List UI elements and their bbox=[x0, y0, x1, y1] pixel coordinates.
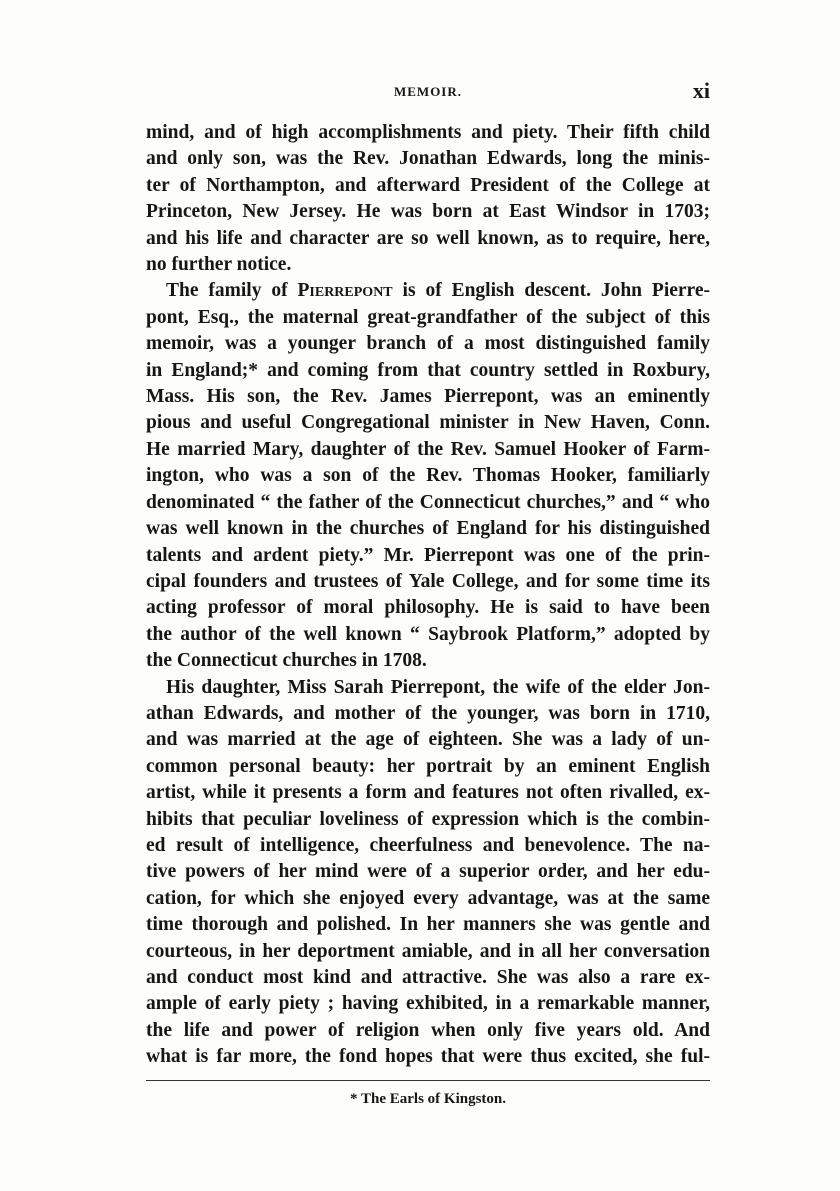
text-line: athan Edwards, and mother of the younger, was born in 1710, bbox=[146, 702, 710, 724]
text-line: no further notice. bbox=[146, 254, 292, 276]
text-line: and his life and character are so well known, as to require, here, bbox=[146, 227, 710, 249]
text-line: the author of the well known “ Saybrook Platform,” adopted by bbox=[146, 623, 710, 645]
text-line: pont, Esq., the maternal great-grandfather of the subject of this bbox=[146, 306, 710, 328]
text-line: talents and ardent piety.” Mr. Pierrepont was one of the prin- bbox=[146, 544, 710, 566]
text-line: He married Mary, daughter of the Rev. Samuel Hooker of Farm- bbox=[146, 438, 710, 460]
text-line: was well known in the churches of England for his distinguished bbox=[146, 518, 710, 540]
text-line: Princeton, New Jersey. He was born at East Windsor in 1703; bbox=[146, 201, 710, 223]
paragraph-1 bbox=[146, 120, 710, 278]
running-head bbox=[146, 78, 710, 108]
text-line: in England;* and coming from that country settled in Roxbury, bbox=[146, 359, 710, 381]
page-number: xi bbox=[692, 78, 710, 103]
text-line: ter of Northampton, and afterward President of the College at bbox=[146, 174, 710, 196]
text-line: common personal beauty: her portrait by an eminent English bbox=[146, 755, 710, 777]
text-line: acting professor of moral philosophy. He is said to have been bbox=[146, 597, 710, 619]
text-line: and only son, was the Rev. Jonathan Edwards, long the minis- bbox=[146, 148, 710, 170]
text-line: mind, and of high accomplishments and piety. Their fifth child bbox=[146, 122, 710, 143]
text-line: courteous, in her deportment amiable, and in all her conversation bbox=[146, 940, 710, 962]
text-line: and was married at the age of eighteen. She was a lady of un- bbox=[146, 729, 710, 751]
text-line: the life and power of religion when only five years old. And bbox=[146, 1019, 710, 1041]
paragraph-lead: The family of bbox=[166, 280, 298, 302]
text-line: pious and useful Congregational minister in New Haven, Conn. bbox=[146, 412, 710, 434]
text-line: time thorough and polished. In her manners she was gentle and bbox=[146, 914, 710, 936]
paragraph-2 bbox=[146, 278, 710, 674]
text-line: denominated “ the father of the Connecticut churches,” and “ who bbox=[146, 491, 710, 513]
text-line: cipal founders and trustees of Yale College, and for some time its bbox=[146, 570, 710, 592]
text-line: and conduct most kind and attractive. She was also a rare ex- bbox=[146, 967, 710, 988]
text-line: ample of early piety ; having exhibited, in a remarkable manner, bbox=[146, 993, 710, 1015]
text-line bbox=[146, 278, 710, 304]
text-line: what is far more, the fond hopes that were thus excited, she ful- bbox=[146, 1046, 710, 1068]
text-line: ed result of intelligence, cheerfulness and benevolence. The na- bbox=[146, 834, 710, 856]
footnote-divider bbox=[146, 1080, 710, 1081]
text-line: cation, for which she enjoyed every advantage, was at the same bbox=[146, 887, 710, 909]
paragraph-lead-tail bbox=[393, 280, 403, 301]
text-line: His daughter, Miss Sarah Pierrepont, the wife of the elder Jon- bbox=[166, 676, 710, 698]
text-line: tive powers of her mind were of a superior order, and her edu- bbox=[146, 861, 710, 883]
body-text bbox=[146, 120, 710, 1071]
text-line: ington, who was a son of the Rev. Thomas Hooker, familiarly bbox=[146, 465, 710, 487]
text-line: artist, while it presents a form and features not often rivalled, ex- bbox=[146, 782, 710, 804]
text-line: memoir, was a younger branch of a most distinguished family bbox=[146, 333, 710, 355]
text-line: hibits that peculiar loveliness of expression which is the combin- bbox=[146, 808, 710, 830]
footnote: * The Earls of Kingston. bbox=[350, 1091, 506, 1107]
text-line: the Connecticut churches in 1708. bbox=[146, 650, 427, 672]
family-name-smallcaps: Pierrepont bbox=[297, 280, 393, 302]
text-line: Mass. His son, the Rev. James Pierrepont, was an eminently bbox=[146, 386, 710, 408]
text-line-rest: is of English descent. John Pierre- bbox=[402, 280, 711, 302]
paragraph-3 bbox=[146, 675, 710, 1071]
running-title: MEMOIR. bbox=[393, 84, 463, 99]
